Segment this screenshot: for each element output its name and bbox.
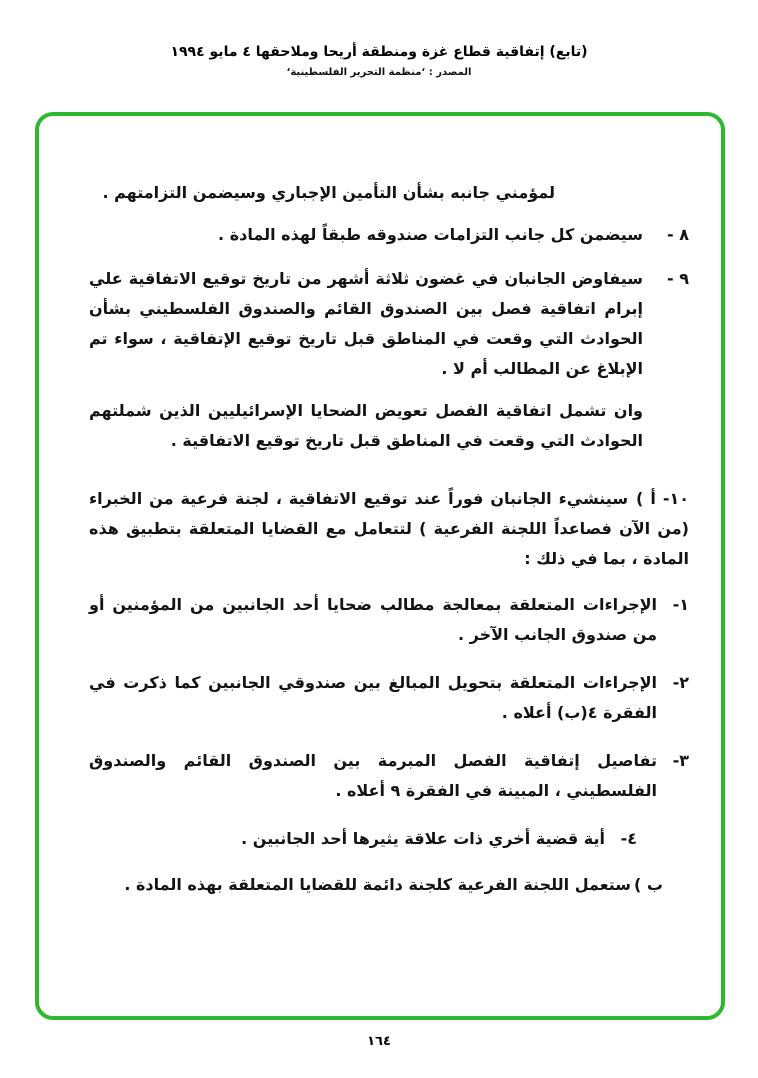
item-marker: ب )	[634, 875, 663, 894]
subclause-1	[89, 590, 689, 650]
subclause-2	[89, 668, 689, 728]
paragraph-text: وان تشمل اتفاقية الفصل تعويض الضحايا الإسرائيليين الذين شملتهم الحوادث التي وقعت في المناطق قبل تاريخ توقيع الاتفاقية .	[89, 401, 643, 450]
item-marker: ٨ -	[667, 225, 689, 244]
header-source: المصدر : ‘منظمة التحرير الفلسطينية‘	[286, 67, 472, 78]
paragraph-text: أية قضية أخري ذات علاقة يثيرها أحد الجانبين .	[241, 829, 605, 848]
paragraph-text: الإجراءات المتعلقة بتحويل المبالغ بين صندوقي الجانبين كما ذكرت في الفقرة ٤(ب) أعلاه .	[89, 673, 657, 722]
page-number: ١٦٤	[367, 1034, 391, 1049]
header-title: (تابع) إتفاقية قطاع غزة ومنطقة أريحا وملاحقها ٤ مايو ١٩٩٤	[170, 44, 588, 60]
content-border-box	[35, 112, 725, 1020]
item-marker: ١-	[672, 595, 689, 614]
paragraph-text: سينشيء الجانبان فوراً عند توقيع الاتفاقية ، لجنة فرعية من الخبراء (من الآن فصاعداً اللجنة الفرعية ) لتتعامل مع القضايا المتعلقة بتطبيق هذه المادة ، بما في ذلك :	[89, 489, 689, 568]
clause-10a	[89, 484, 689, 574]
clause-10b	[89, 870, 689, 900]
document-body-text	[89, 178, 689, 900]
item-marker: ٢-	[672, 673, 689, 692]
item-marker: ٤-	[620, 829, 637, 848]
clause-9	[89, 264, 689, 384]
paragraph-text: سيفاوض الجانبان في غضون ثلاثة أشهر من تاريخ توقيع الاتفاقية علي إبرام اتفاقية فصل بين الصندوق القائم والصندوق الفلسطيني بشأن الحوادث التي وقعت في المناطق قبل تاريخ توقيع الإتفاقية ، سواء تم الإبلاغ عن المطالب أم لا .	[89, 269, 643, 378]
clause-8	[89, 220, 689, 250]
subclause-4	[89, 824, 689, 854]
paragraph-text: سيضمن كل جانب التزامات صندوقه طبقاً لهذه المادة .	[218, 225, 643, 244]
paragraph-continuation	[89, 178, 689, 208]
document-header	[0, 44, 758, 78]
paragraph-text: ستعمل اللجنة الفرعية كلجنة دائمة للقضايا المتعلقة بهذه المادة .	[124, 875, 631, 894]
paragraph-text: تفاصيل إتفاقية الفصل المبرمة بين الصندوق القائم والصندوق الفلسطيني ، المبينة في الفقرة ٩ أعلاه .	[89, 751, 657, 800]
item-marker: ١٠- أ )	[636, 489, 689, 508]
paragraph-text: لمؤمني جانبه بشأن التأمين الإجباري وسيضمن التزامتهم .	[102, 183, 555, 202]
clause-9-addendum	[89, 396, 689, 456]
paragraph-text: الإجراءات المتعلقة بمعالجة مطالب ضحايا أحد الجانبين من المؤمنين أو من صندوق الجانب الآخر .	[89, 595, 657, 644]
subclause-3	[89, 746, 689, 806]
item-marker: ٣-	[672, 751, 689, 770]
item-marker: ٩ -	[667, 269, 689, 288]
